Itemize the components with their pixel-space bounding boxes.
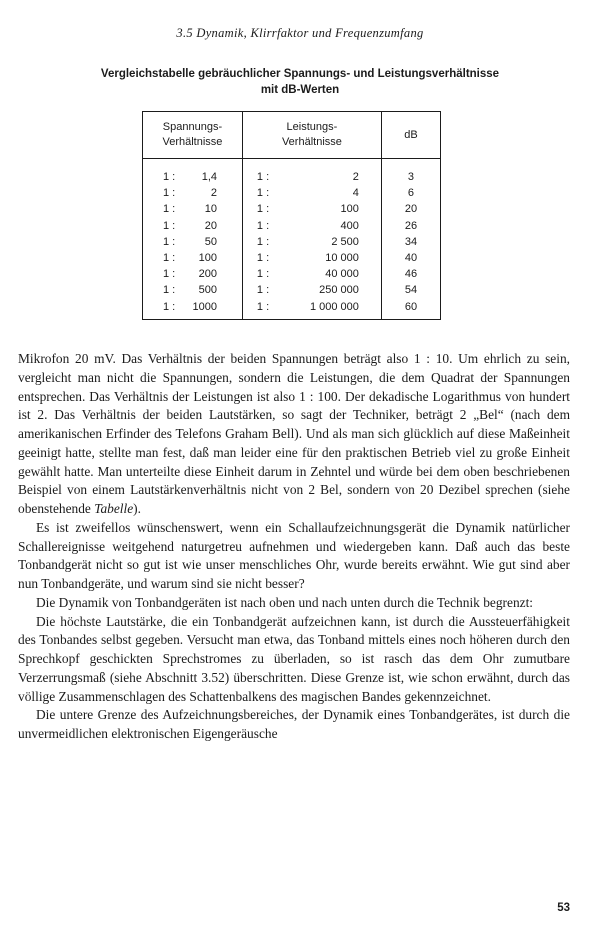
ratio-value: 1 000 000: [309, 300, 359, 313]
header-db-label: dB: [404, 128, 418, 141]
paragraph-1: [18, 350, 570, 519]
power-ratio-cell: [242, 234, 381, 250]
running-header: 3.5 Dynamik, Klirrfaktor und Frequenzumfang: [176, 26, 424, 40]
table-body: [143, 159, 441, 320]
db-value-cell: 20: [381, 201, 440, 217]
table-spacer-row: [143, 159, 441, 170]
ratio-value: 10 000: [325, 252, 359, 265]
paragraph-5: Die untere Grenze des Aufzeichnungsbereiches, der Dynamik eines Tonbandgerätes, ist durch die unvermeidlichen elektronischen Eigengeräusche: [18, 707, 570, 741]
db-value-cell: 6: [381, 185, 440, 201]
voltage-ratio-cell: [143, 266, 243, 282]
power-ratio-cell: [242, 266, 381, 282]
voltage-ratio-cell: [143, 299, 243, 320]
table-row: [143, 201, 441, 217]
paragraph-2: Es ist zweifellos wünschenswert, wenn ein Schallaufzeichnungsgerät die Dynamik natürlicher Schallereignisse weitgehend naturgetreu aufnehmen und wiedergeben kann. Daß auch das beste Tonbandgerät nicht so gut ist wie unser menschliches Ohr, wurde bereits erwähnt. Wie gut sind aber nun Tonbandgeräte, und warum sind sie nicht besser?: [18, 519, 570, 591]
ratio-prefix: 1 :: [163, 284, 176, 297]
ratio-value: 50: [204, 235, 217, 248]
ratio-prefix: 1 :: [163, 268, 176, 281]
body-text: [18, 350, 570, 744]
ratio-value: 200: [198, 268, 217, 281]
ratio-prefix: 1 :: [256, 268, 270, 281]
paragraph-1-end: ).: [133, 501, 141, 516]
table-row: [143, 169, 441, 185]
table-header-row: [143, 112, 441, 159]
table-row: [143, 299, 441, 320]
db-value-cell: 40: [381, 250, 440, 266]
ratio-value: 100: [198, 252, 217, 265]
ratio-value: 10: [204, 203, 217, 216]
ratio-value: 1,4: [201, 171, 217, 183]
page-number: 53: [557, 902, 570, 914]
ratio-prefix: 1 :: [163, 187, 176, 200]
ratio-prefix: 1 :: [256, 219, 270, 232]
table-caption: [40, 66, 560, 98]
voltage-ratio-cell: [143, 201, 243, 217]
header-voltage-ratios-label: Spannungs- Verhältnisse: [162, 121, 223, 148]
ratio-value: 2 500: [331, 235, 359, 248]
paragraph-3: Die Dynamik von Tonbandgeräten ist nach oben und nach unten durch die Technik begrenzt:: [36, 594, 534, 610]
table-caption-line-1: Vergleichstabelle gebräuchlicher Spannungs- und Leistungsverhältnisse: [100, 68, 500, 80]
ratio-prefix: 1 :: [163, 300, 176, 313]
table-row: [143, 234, 441, 250]
ratio-value: 2: [352, 171, 359, 183]
ratio-value: 40 000: [325, 268, 359, 281]
ratio-prefix: 1 :: [256, 235, 270, 248]
table-reference: Tabelle: [94, 501, 134, 516]
ratio-prefix: 1 :: [256, 187, 270, 200]
power-ratio-cell: [242, 185, 381, 201]
table-caption-line-2: mit dB-Werten: [260, 84, 340, 96]
ratio-prefix: 1 :: [163, 252, 176, 265]
ratio-prefix: 1 :: [163, 171, 176, 183]
ratio-prefix: 1 :: [256, 203, 270, 216]
header-power-ratios-label: Leistungs- Verhältnisse: [281, 121, 342, 148]
voltage-ratio-cell: [143, 282, 243, 298]
db-value-cell: 46: [381, 266, 440, 282]
header-voltage-ratios: [143, 112, 243, 159]
ratio-prefix: 1 :: [256, 300, 270, 313]
table-row: [143, 218, 441, 234]
paragraph-1-text: Mikrofon 20 mV. Das Verhältnis der beiden Spannungen beträgt also 1 : 10. Um ehrlich zu sein, vergleicht man nicht die Spannungen, sondern die Leistungen, die dem Quadrat der Spannungen entsprechen. Das Verhältnis der Leistungen ist also 1 : 100. Der dekadische Logarithmus von hundert ist 2. Das Verhältnis der beiden Lautstärken, so sagt der Techniker, beträgt 2 „Bel“ (nach dem amerikanischen Erfinder des Telefons Graham Bell). Und als man sich glücklich auf diese Maßeinheit geeinigt hatte, stellte man fest, daß man leider eine für den praktischen Betrieb viel zu große Einheit gewählt hatte. Man unterteilte diese Einheit darum in Zehntel und würde bei dem oben beschriebenen Beispiel von einem Lautstärkenverhältnis nicht von 2 Bel, sondern von 20 Dezibel sprechen (siehe obenstehende: [18, 351, 570, 516]
ratio-value: 400: [340, 219, 359, 232]
ratio-value: 20: [204, 219, 217, 232]
power-ratio-cell: [242, 169, 381, 185]
table-row: [143, 185, 441, 201]
db-value-cell: 60: [381, 299, 440, 320]
ratio-table: [142, 111, 441, 320]
ratio-value: 500: [198, 284, 217, 297]
voltage-ratio-cell: [143, 250, 243, 266]
voltage-ratio-cell: [143, 234, 243, 250]
header-power-ratios: [242, 112, 381, 159]
power-ratio-cell: [242, 282, 381, 298]
ratio-value: 100: [340, 203, 359, 216]
ratio-value: 2: [210, 187, 217, 200]
table-row: [143, 282, 441, 298]
ratio-prefix: 1 :: [163, 203, 176, 216]
ratio-value: 1000: [192, 300, 217, 313]
voltage-ratio-cell: [143, 169, 243, 185]
ratio-prefix: 1 :: [256, 284, 270, 297]
ratio-value: 4: [352, 187, 359, 200]
db-value-cell: 26: [381, 218, 440, 234]
voltage-ratio-cell: [143, 218, 243, 234]
ratio-prefix: 1 :: [163, 219, 176, 232]
ratio-value: 250 000: [319, 284, 359, 297]
power-ratio-cell: [242, 201, 381, 217]
table-row: [143, 250, 441, 266]
db-value-cell: 3: [381, 169, 440, 185]
paragraph-4: Die höchste Lautstärke, die ein Tonbandgerät aufzeichnen kann, ist durch die Aussteuerfähigkeit des Tonbandes selbst gegeben. Versucht man etwa, das Tonband mittels eines noch höheren durch den Sprechkopf geschickten Sprechstromes zu überladen, so ist rasch das dem Ohr zumutbare Verzerrungsmaß (siehe Abschnitt 3.52) überschritten. Diese Grenze ist, wie schon erwähnt, durch das völlige Zusammenschlagen des Schattenbalkens des magischen Bandes gekennzeichnet.: [18, 613, 570, 704]
ratio-prefix: 1 :: [163, 235, 176, 248]
power-ratio-cell: [242, 250, 381, 266]
header-db: [381, 112, 440, 159]
power-ratio-cell: [242, 299, 381, 320]
db-value-cell: 34: [381, 234, 440, 250]
voltage-ratio-cell: [143, 185, 243, 201]
table-row: [143, 266, 441, 282]
power-ratio-cell: [242, 218, 381, 234]
ratio-prefix: 1 :: [256, 171, 270, 183]
db-value-cell: 54: [381, 282, 440, 298]
ratio-prefix: 1 :: [256, 252, 270, 265]
